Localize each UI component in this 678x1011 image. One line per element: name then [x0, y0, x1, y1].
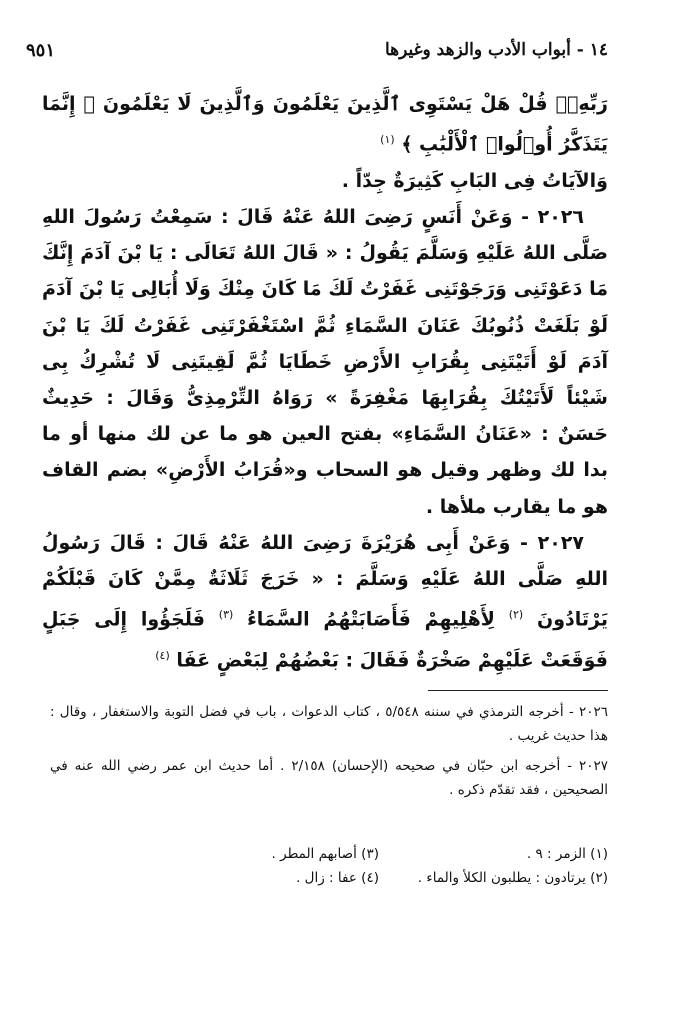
- page-header: [26, 36, 608, 64]
- note-2: (٢) يرتادون : يطلبون الكلأ والماء .: [417, 870, 608, 886]
- note-1: (١) الزمر : ٩ .: [526, 846, 608, 862]
- main-text: [42, 86, 608, 678]
- hadith-2027-text-a: ٢٠٢٧ - وَعَنْ أَبِى هُرَيْرَةَ رَضِىَ اللهُ عَنْهُ قَالَ : قَالَ رَسُولُ اللهِ صَلَّى اللهُ عَلَيْهِ وَسَلَّمَ : « خَرَجَ ثَلَاثَةٌ مِمَّنْ كَانَ قَبْلَكُمْ يَرْتَادُونَ: [42, 531, 608, 631]
- footnote-ref-4: (٤): [155, 648, 170, 662]
- chapter-title: ١٤ - أبواب الأدب والزهد وغيرها: [384, 40, 608, 60]
- hadith-2026: ٢٠٢٦ - وَعَنْ أَنَسٍ رَضِىَ اللهُ عَنْهُ قَالَ : سَمِعْتُ رَسُولَ اللهِ صَلَّى اللهُ عَلَيْهِ وَسَلَّمَ يَقُولُ : « قَالَ اللهُ تَعَالَى : يَا بْنَ آدَمَ إِنَّكَ مَا دَعَوْتَنِى وَرَجَوْتَنِى غَفَرْتُ لَكَ مَا كَانَ مِنْكَ وَلَا أُبَالِى يَا بْنَ آدَمَ لَوْ بَلَغَتْ ذُنُوبُكَ عَنَانَ السَّمَاءِ ثُمَّ اسْتَغْفَرْتَنِى غَفَرْتُ لَكَ يَا بْنَ آدَمَ لَوْ أَتَيْتَنِى بِقُرَابِ الأَرْضِ خَطَايَا ثُمَّ لَقِيتَنِى لَا تُشْرِكُ بِى شَيْئاً لَأَتَيْتُكَ بِقُرَابِهَا مَغْفِرَةً » رَوَاهُ التِّرْمِذِىُّ وَقَالَ : حَدِيثٌ حَسَنٌ : «عَنَانُ السَّمَاءِ» بفتح العين هو ما عن لك منها أو ما بدا لك وظهر وقيل هو السحاب و«قُرَابُ الأَرْضِ» بضم القاف هو ما يقارب ملأها .: [42, 205, 608, 518]
- footnote-ref-2: (٢): [508, 608, 524, 622]
- verse-paragraph: [42, 86, 608, 163]
- footnote-2026: ٢٠٢٦ - أخرجه الترمذي في سننه ٥/٥٤٨ ، كتاب الدعوات ، باب في فضل التوبة والاستغفار ، وقال : هذا حديث غريب .: [50, 704, 608, 744]
- footnote-ref-3: (٣): [218, 608, 234, 622]
- verse-text: رَبِّهِۦۗ قُلْ هَلْ يَسْتَوِى ٱلَّذِينَ يَعْلَمُونَ وَٱلَّذِينَ لَا يَعْلَمُونَ ۗ إِنَّمَا يَتَذَكَّرُ أُو۟لُوا۟ ٱلْأَلْبَٰبِ ﴾: [42, 93, 608, 156]
- hadith-2027: [42, 525, 608, 678]
- footnotes: [50, 700, 608, 808]
- footnote-ref-1: (١): [380, 133, 395, 147]
- footnote-2027: ٢٠٢٧ - أخرجه ابن حبّان في صحيحه (الإحسان) ٢/١٥٨ . أما حديث ابن عمر رضي الله عنه في الصحيحين ، فقد تقدّم ذكره .: [50, 758, 608, 798]
- note-4: (٤) عفا : زال .: [296, 870, 379, 886]
- closing-line: وَالآيَاتُ فِى البَابِ كَثِيرَةٌ جِدّاً .: [341, 169, 608, 192]
- page-number: ٩٥١: [26, 39, 56, 61]
- hadith-2027-text-b: لِأَهْلِيهِمْ فَأَصَابَتْهُمُ السَّمَاءُ: [247, 608, 495, 631]
- word-notes: [150, 842, 608, 890]
- hadith-2027-text-c: فَلَجَؤُوا إِلَى جَبَلٍ فَوَقَعَتْ عَلَيْهِمْ صَخْرَةٌ فَقَالَ : بَعْضُهُمْ لِبَعْضٍ عَفَا: [42, 608, 608, 672]
- footnote-separator: [428, 690, 608, 691]
- note-3: (٣) أصابهم المطر .: [271, 846, 379, 862]
